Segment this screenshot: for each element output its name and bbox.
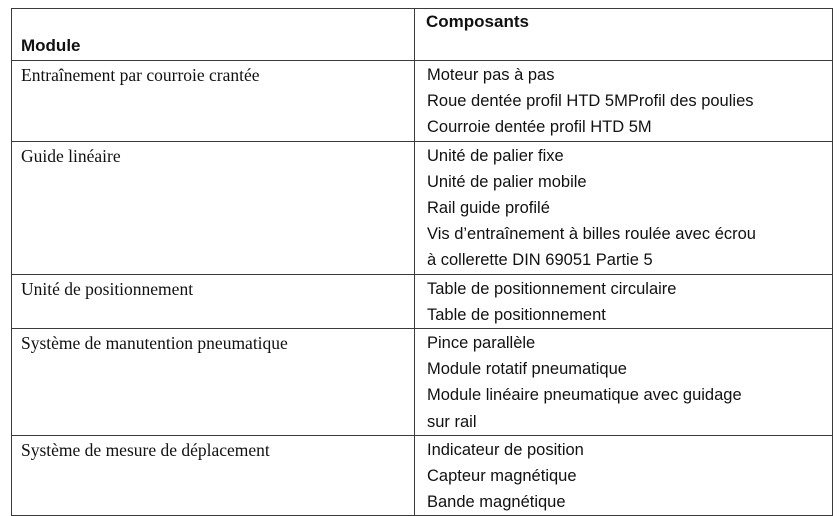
component-item: à collerette DIN 69051 Partie 5 xyxy=(427,251,653,270)
component-item: Pince parallèle xyxy=(427,334,536,353)
component-item: Rail guide profilé xyxy=(427,199,550,218)
component-item: Courroie dentée profil HTD 5M xyxy=(427,118,652,137)
table-header-row xyxy=(12,9,833,61)
component-item: Indicateur de position xyxy=(427,440,584,459)
table-row xyxy=(12,141,833,274)
component-item: Roue dentée profil HTD 5MProfil des poulies xyxy=(427,92,754,111)
components-cell xyxy=(415,61,833,142)
components-cell xyxy=(415,435,833,516)
module-cell: Système de mesure de déplacement xyxy=(12,435,415,516)
module-cell: Système de manutention pneumatique xyxy=(12,329,415,436)
component-item: Vis d’entraînement à billes roulée avec écrou xyxy=(427,225,756,244)
modules-components-table xyxy=(11,8,833,516)
table-row xyxy=(12,274,833,328)
header-components: Composants xyxy=(415,9,833,61)
component-item: Module rotatif pneumatique xyxy=(427,360,627,379)
component-item: Table de positionnement circulaire xyxy=(427,279,677,298)
module-cell: Guide linéaire xyxy=(12,141,415,274)
component-item: Moteur pas à pas xyxy=(427,66,555,84)
table-row xyxy=(12,435,833,516)
components-cell xyxy=(415,329,833,436)
module-cell: Entraînement par courroie crantée xyxy=(12,61,415,142)
module-cell: Unité de positionnement xyxy=(12,274,415,328)
component-item: Unité de palier mobile xyxy=(427,172,587,191)
component-item: Table de positionnement xyxy=(427,305,606,324)
component-item: Unité de palier fixe xyxy=(427,146,564,165)
component-item: Capteur magnétique xyxy=(427,467,577,486)
component-item: sur rail xyxy=(427,412,477,431)
table-row xyxy=(12,329,833,436)
table-row xyxy=(12,61,833,142)
header-module: Module xyxy=(12,9,415,61)
component-item: Module linéaire pneumatique avec guidage xyxy=(427,386,742,405)
components-cell xyxy=(415,141,833,274)
components-cell xyxy=(415,274,833,328)
component-item: Bande magnétique xyxy=(427,493,566,512)
